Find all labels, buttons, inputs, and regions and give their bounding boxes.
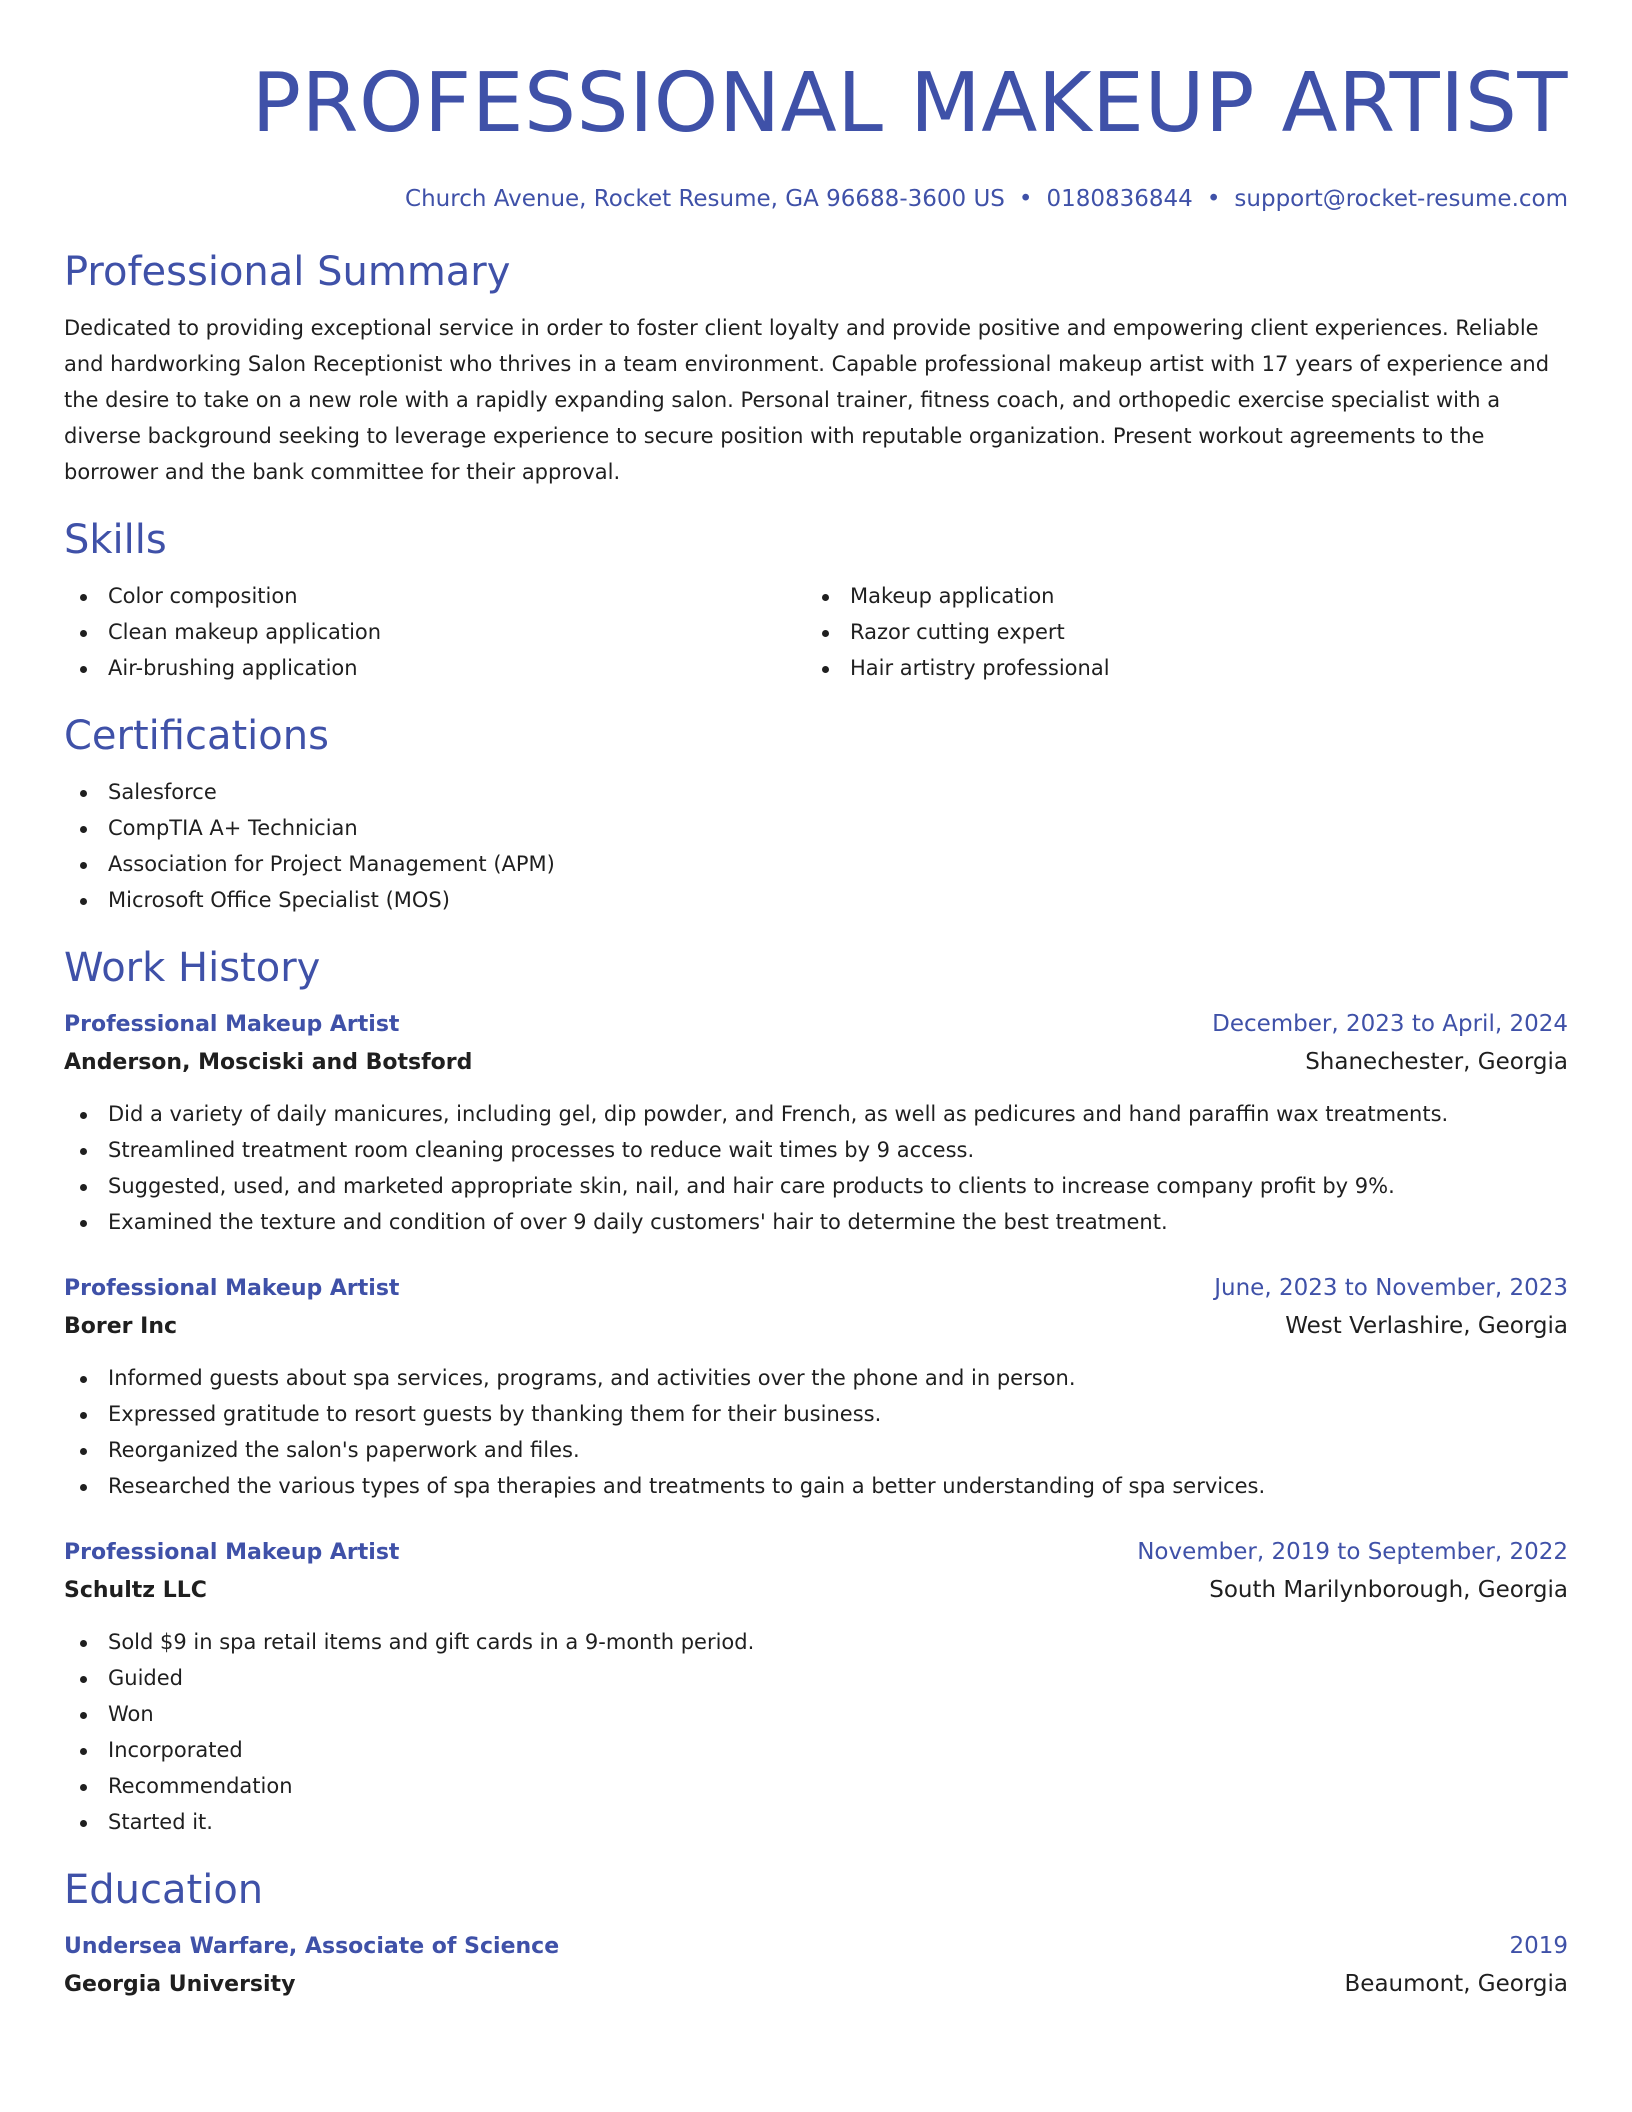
summary-section <box>64 246 1568 490</box>
skills-heading: Skills <box>64 517 167 563</box>
job-bullets <box>64 1360 1568 1504</box>
skill-item: Hair artistry professional <box>806 650 1548 686</box>
job-title-row <box>64 1006 1568 1043</box>
school-row <box>64 1965 1568 2004</box>
job-entry <box>64 1270 1568 1504</box>
certifications-section <box>64 710 1568 918</box>
job-dates: November, 2019 to September, 2022 <box>1137 1539 1568 1565</box>
job-bullet: Expressed gratitude to resort guests by thanking them for their business. <box>64 1396 1568 1432</box>
job-bullet: Streamlined treatment room cleaning processes to reduce wait times by 9 access. <box>64 1132 1568 1168</box>
summary-text: Dedicated to providing exceptional service in order to foster client loyalty and provide positive and empowering client experiences. Reliable and hardworking Salon Receptionist who thrives in a team environment. Capable professional makeup artist with 17 years of experience and the desire to take on a new role with a rapidly expanding salon. Personal trainer, fitness coach, and orthopedic exercise specialist with a diverse background seeking to leverage experience to secure position with reputable organization. Present workout agreements to the borrower and the bank committee for their approval. <box>64 316 1550 484</box>
job-bullet: Did a variety of daily manicures, including gel, dip powder, and French, as well as pedicures and hand paraffin wax treatments. <box>64 1096 1568 1132</box>
degree-row <box>64 1928 1568 1965</box>
job-bullet: Sold $9 in spa retail items and gift cards in a 9-month period. <box>64 1624 1568 1660</box>
contact-phone: 0180836844 <box>1046 186 1193 212</box>
job-bullets <box>64 1096 1568 1240</box>
candidate-name: PROFESSIONAL MAKEUP ARTIST <box>251 56 1568 151</box>
job-bullet: Won <box>64 1696 1568 1732</box>
job-bullet: Incorporated <box>64 1732 1568 1768</box>
work-history-section <box>64 942 1568 1840</box>
job-bullet: Reorganized the salon's paperwork and files. <box>64 1432 1568 1468</box>
job-employer: Borer Inc <box>64 1314 178 1339</box>
job-bullet: Guided <box>64 1660 1568 1696</box>
job-dates: December, 2023 to April, 2024 <box>1212 1011 1568 1037</box>
job-entry <box>64 1534 1568 1840</box>
job-title-row <box>64 1270 1568 1307</box>
contact-line <box>64 182 1568 216</box>
job-bullet: Suggested, used, and marketed appropriate skin, nail, and hair care products to clients to increase company profit by 9%. <box>64 1168 1568 1204</box>
job-title: Professional Makeup Artist <box>64 1012 400 1037</box>
contact-address: Church Avenue, Rocket Resume, GA 96688-3600 US <box>405 186 1005 212</box>
skill-item: Air-brushing application <box>64 650 806 686</box>
skill-item: Color composition <box>64 578 806 614</box>
job-bullet: Examined the texture and condition of over 9 daily customers' hair to determine the best treatment. <box>64 1204 1568 1240</box>
job-dates: June, 2023 to November, 2023 <box>1214 1275 1568 1301</box>
job-bullets <box>64 1624 1568 1840</box>
certification-item: Microsoft Office Specialist (MOS) <box>64 882 1568 918</box>
skill-item: Clean makeup application <box>64 614 806 650</box>
certification-item: Association for Project Management (APM) <box>64 846 1568 882</box>
skill-item: Razor cutting expert <box>806 614 1548 650</box>
skills-list-left <box>64 578 806 686</box>
certification-item: CompTIA A+ Technician <box>64 810 1568 846</box>
school-location: Beaumont, Georgia <box>1344 1971 1568 1997</box>
job-location: South Marilynborough, Georgia <box>1209 1577 1568 1603</box>
skills-list-right <box>806 578 1548 686</box>
education-section <box>64 1864 1568 2004</box>
job-bullet: Informed guests about spa services, programs, and activities over the phone and in person. <box>64 1360 1568 1396</box>
skill-item: Makeup application <box>806 578 1548 614</box>
job-location: West Verlashire, Georgia <box>1285 1313 1568 1339</box>
job-entry <box>64 1006 1568 1240</box>
job-title-row <box>64 1534 1568 1571</box>
resume-header <box>64 44 1568 216</box>
job-location: Shanechester, Georgia <box>1305 1049 1568 1075</box>
job-employer-row <box>64 1307 1568 1346</box>
school-name: Georgia University <box>64 1972 296 1997</box>
contact-email: support@rocket-resume.com <box>1234 186 1568 212</box>
work-history-heading: Work History <box>64 945 321 991</box>
job-title: Professional Makeup Artist <box>64 1276 400 1301</box>
education-heading: Education <box>64 1867 264 1913</box>
job-employer-row <box>64 1571 1568 1610</box>
certifications-heading: Certifications <box>64 713 329 759</box>
contact-separator: • <box>1018 186 1033 212</box>
skills-grid <box>64 578 1568 686</box>
job-employer-row <box>64 1043 1568 1082</box>
job-employer: Anderson, Mosciski and Botsford <box>64 1050 473 1075</box>
degree-name: Undersea Warfare, Associate of Science <box>64 1934 560 1959</box>
summary-heading: Professional Summary <box>64 249 511 295</box>
certification-item: Salesforce <box>64 774 1568 810</box>
graduation-year: 2019 <box>1509 1933 1568 1959</box>
job-title: Professional Makeup Artist <box>64 1540 400 1565</box>
certifications-list <box>64 774 1568 918</box>
contact-separator: • <box>1206 186 1221 212</box>
education-entry <box>64 1928 1568 2004</box>
job-bullet: Recommendation <box>64 1768 1568 1804</box>
job-employer: Schultz LLC <box>64 1578 207 1603</box>
skills-section <box>64 514 1568 686</box>
job-bullet: Researched the various types of spa therapies and treatments to gain a better understanding of spa services. <box>64 1468 1568 1504</box>
job-bullet: Started it. <box>64 1804 1568 1840</box>
